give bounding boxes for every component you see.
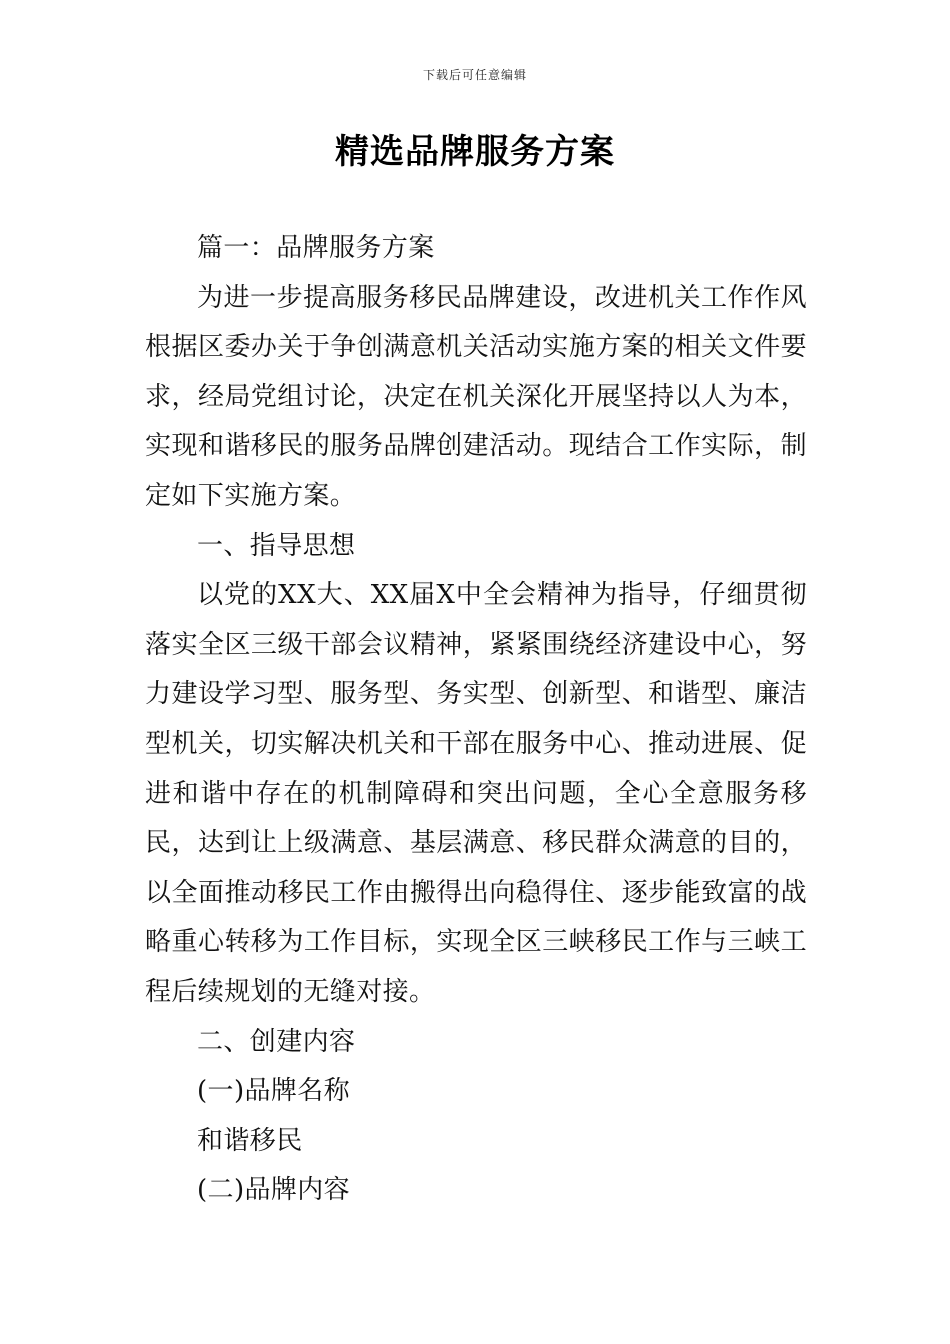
document-title: 精选品牌服务方案 <box>335 132 615 172</box>
section-heading-part-one: 篇一：品牌服务方案 <box>197 233 435 263</box>
document-body <box>145 224 807 1216</box>
subheading-brand-content: (二)品牌内容 <box>197 1175 351 1206</box>
brand-name-value: 和谐移民 <box>197 1125 303 1156</box>
subheading-brand-name: (一)品牌名称 <box>197 1076 351 1107</box>
intro-paragraph: 为进一步提高服务移民品牌建设，改进机关工作作风根据区委办关于争创满意机关活动实施方案的相关文件要求，经局党组讨论，决定在机关深化开展坚持以人为本，实现和谐移民的服务品牌创建活动。现结合工作实际，制定如下实施方案。 <box>145 282 807 511</box>
section-heading-guiding-ideology: 一、指导思想 <box>197 530 356 561</box>
guiding-ideology-paragraph: 以党的XX大、XX届X中全会精神为指导，仔细贯彻落实全区三级干部会议精神，紧紧围绕经济建设中心，努力建设学习型、服务型、务实型、创新型、和谐型、廉洁型机关，切实解决机关和干部在服务中心、推动进展、促进和谐中存在的机制障碍和突出问题，全心全意服务移民，达到让上级满意、基层满意、移民群众满意的目的，以全面推动移民工作由搬得出向稳得住、逐步能致富的战略重心转移为工作目标，实现全区三峡移民工作与三峡工程后续规划的无缝对接。 <box>145 580 807 1007</box>
section-heading-creation-content: 二、创建内容 <box>197 1026 356 1057</box>
header-note: 下载后可任意编辑 <box>422 68 527 82</box>
